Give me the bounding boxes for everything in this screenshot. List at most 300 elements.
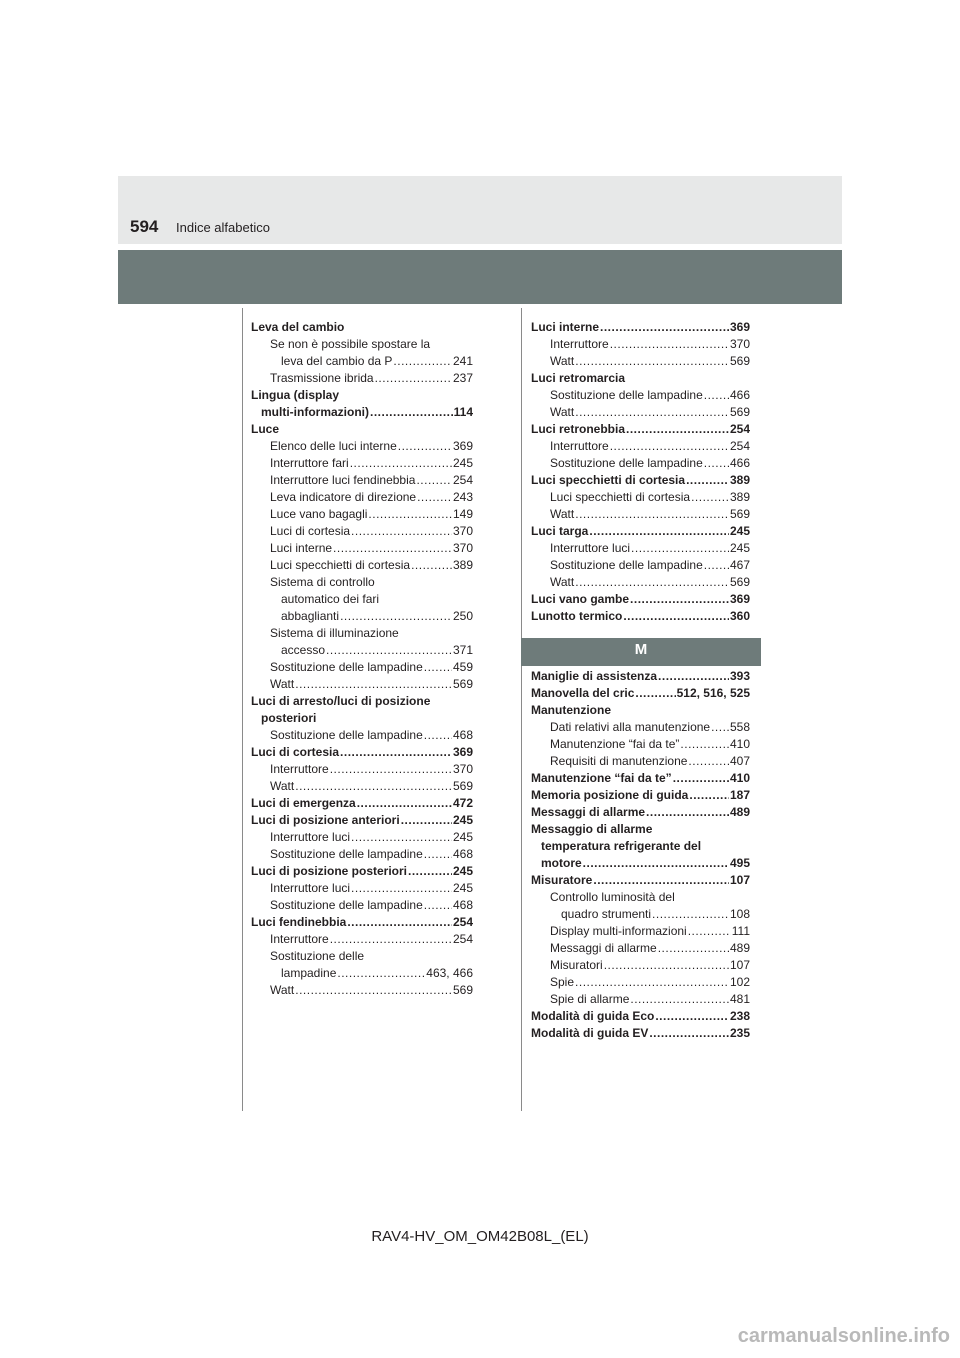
index-entry [531, 319, 750, 336]
dot-leader [351, 880, 452, 897]
index-entry-text: Interruttore fari [270, 456, 349, 470]
index-entry-page: 102 [729, 975, 750, 989]
index-entry-text: Luci specchietti di cortesia [531, 473, 686, 487]
index-entry [251, 846, 473, 863]
index-entry-page: 243 [452, 490, 473, 504]
index-entry-page: 149 [452, 507, 473, 521]
index-entry-page: 489 [729, 805, 750, 819]
dot-leader [610, 336, 729, 353]
dot-leader [350, 455, 452, 472]
index-entry [531, 404, 750, 421]
index-entry-page: 389 [452, 558, 473, 572]
index-entry-page: 107 [729, 873, 750, 887]
index-entry [531, 770, 750, 787]
column-divider-left [242, 308, 243, 1111]
dot-leader [408, 863, 452, 880]
index-entry-text: Se non è possibile spostare la [270, 337, 431, 351]
index-entry-text: Elenco delle luci interne [270, 439, 397, 453]
index-entry-page: 495 [729, 856, 750, 870]
index-entry [251, 370, 473, 387]
index-entry-text: multi-informazioni) [261, 405, 369, 419]
index-entry-text: Memoria posizione di guida [531, 788, 689, 802]
index-entry [531, 787, 750, 804]
index-entry [251, 506, 473, 523]
index-entry [531, 838, 750, 855]
dot-leader [351, 829, 452, 846]
index-column-1 [251, 319, 473, 999]
dot-leader [575, 353, 729, 370]
dot-leader [424, 897, 452, 914]
index-entry-page: 370 [729, 337, 750, 351]
index-entry-text: Maniglie di assistenza [531, 669, 658, 683]
index-entry-text: Messaggi di allarme [550, 941, 657, 955]
dot-leader [686, 472, 729, 489]
index-entry-text: Spie di allarme [550, 992, 630, 1006]
dot-leader [673, 770, 729, 787]
dot-leader [575, 974, 729, 991]
index-entry [251, 421, 473, 438]
index-entry-page: 407 [729, 754, 750, 768]
index-entry [531, 489, 750, 506]
index-entry-text: Manutenzione “fai da te” [550, 737, 680, 751]
index-entry-page: 410 [729, 737, 750, 751]
index-entry-page: 569 [729, 405, 750, 419]
dot-leader [340, 744, 452, 761]
index-entry [531, 557, 750, 574]
index-entry-page: 245 [452, 830, 473, 844]
index-entry [531, 906, 750, 923]
index-entry-text: Luce vano bagagli [270, 507, 368, 521]
index-entry-page: 370 [452, 524, 473, 538]
index-entry-text: Luci specchietti di cortesia [550, 490, 691, 504]
index-entry-text: Interruttore [270, 762, 329, 776]
dot-leader [295, 982, 452, 999]
index-entry-page: 466 [729, 388, 750, 402]
index-entry-page: 369 [452, 745, 473, 759]
index-entry-text: Sostituzione delle lampadine [550, 558, 703, 572]
index-entry [531, 940, 750, 957]
index-entry-text: Dati relativi alla manutenzione [550, 720, 711, 734]
index-entry [531, 574, 750, 591]
index-entry-page: 410 [729, 771, 750, 785]
index-entry-text: Luci di arresto/luci di posizione [251, 694, 431, 708]
index-entry-text: Watt [550, 575, 575, 589]
dot-leader [417, 489, 452, 506]
letter-heading: M [634, 641, 648, 658]
index-entry [531, 387, 750, 404]
dot-leader [411, 557, 452, 574]
index-entry [251, 557, 473, 574]
index-entry [531, 821, 750, 838]
index-entry [531, 472, 750, 489]
index-entry-text: Luci di cortesia [251, 745, 340, 759]
index-entry-text: Luci interne [531, 320, 600, 334]
index-entry-text: Luci targa [531, 524, 589, 538]
dot-leader [583, 855, 729, 872]
page-number: 594 [130, 217, 159, 236]
index-entry [251, 676, 473, 693]
index-entry-text: Watt [550, 405, 575, 419]
index-entry [251, 574, 473, 591]
index-entry [531, 702, 750, 719]
dot-leader [610, 438, 729, 455]
index-entry [531, 753, 750, 770]
index-entry-page: 393 [729, 669, 750, 683]
dot-leader [337, 965, 425, 982]
dot-leader [626, 421, 729, 438]
index-entry [251, 914, 473, 931]
index-entry [251, 897, 473, 914]
index-entry [251, 540, 473, 557]
index-entry [531, 957, 750, 974]
index-entry [531, 1008, 750, 1025]
dot-leader [589, 523, 729, 540]
index-entry-text: Manutenzione [531, 703, 611, 717]
index-entry-page: 108 [729, 907, 750, 921]
index-entry-text: Lingua (display [251, 388, 340, 402]
index-entry-text: Manovella del cric [531, 686, 635, 700]
dot-leader [655, 1008, 729, 1025]
dot-leader [370, 404, 453, 421]
index-entry-page: 489 [729, 941, 750, 955]
index-entry [531, 804, 750, 821]
index-entry-text: Sostituzione delle lampadine [270, 660, 423, 674]
index-entry-text: Sostituzione delle lampadine [550, 456, 703, 470]
index-entry [531, 523, 750, 540]
index-entry-page: 237 [452, 371, 473, 385]
index-entry-page: 459 [452, 660, 473, 674]
index-entry [531, 872, 750, 889]
index-entry [251, 727, 473, 744]
dot-leader [593, 872, 729, 889]
dot-leader [631, 540, 729, 557]
dot-leader [375, 370, 452, 387]
index-entry-page: 241 [452, 354, 473, 368]
index-entry [531, 455, 750, 472]
index-entry [531, 540, 750, 557]
index-entry [251, 642, 473, 659]
dot-leader [658, 940, 729, 957]
index-entry-text: Watt [550, 507, 575, 521]
index-entry-text: Luci specchietti di cortesia [270, 558, 411, 572]
dot-leader [704, 387, 729, 404]
index-entry-page: 114 [453, 405, 473, 419]
index-column-2-top [531, 319, 750, 625]
index-entry-text: Sostituzione delle lampadine [270, 898, 423, 912]
index-entry-page: 558 [729, 720, 750, 734]
index-entry [251, 965, 473, 982]
index-entry [531, 719, 750, 736]
index-entry-page: 466 [729, 456, 750, 470]
dot-leader [688, 923, 731, 940]
index-entry-text: Luci vano gambe [531, 592, 630, 606]
index-entry-page: 254 [729, 422, 750, 436]
index-entry-page: 360 [729, 609, 750, 623]
document-code-footer: RAV4-HV_OM_OM42B08L_(EL) [371, 1228, 589, 1245]
index-entry [251, 829, 473, 846]
index-entry-text: Leva del cambio [251, 320, 345, 334]
dot-leader [688, 753, 729, 770]
index-entry-text: Interruttore [270, 932, 329, 946]
dot-leader [398, 438, 452, 455]
index-entry [251, 608, 473, 625]
dot-leader [340, 608, 452, 625]
index-entry-text: Misuratori [550, 958, 603, 972]
index-entry-text: automatico dei fari [281, 592, 380, 606]
index-entry [251, 353, 473, 370]
index-entry-text: Luce [251, 422, 280, 436]
index-entry [251, 744, 473, 761]
index-entry-page: 370 [452, 762, 473, 776]
dot-leader [295, 778, 452, 795]
index-entry-text: Spie [550, 975, 575, 989]
section-title: Indice alfabetico [176, 220, 270, 235]
index-entry-text: Lunotto termico [531, 609, 623, 623]
index-entry-text: Sostituzione delle [270, 949, 365, 963]
index-entry-text: Watt [270, 677, 295, 691]
index-entry-page: 238 [729, 1009, 750, 1023]
dot-leader [711, 719, 729, 736]
index-entry [531, 591, 750, 608]
header-dark-band [118, 250, 842, 304]
index-entry-text: Modalità di guida Eco [531, 1009, 655, 1023]
index-entry-page: 569 [452, 677, 473, 691]
index-entry-text: abbaglianti [281, 609, 340, 623]
index-entry-page: 187 [729, 788, 750, 802]
index-entry [531, 736, 750, 753]
index-entry-text: Sistema di illuminazione [270, 626, 399, 640]
index-entry [251, 319, 473, 336]
index-entry-text: Luci di cortesia [270, 524, 351, 538]
index-entry [531, 889, 750, 906]
index-entry [251, 659, 473, 676]
index-entry [531, 991, 750, 1008]
index-entry-page: 569 [729, 507, 750, 521]
index-entry-page: 569 [729, 575, 750, 589]
index-entry [251, 336, 473, 353]
index-entry-text: Modalità di guida EV [531, 1026, 649, 1040]
dot-leader [575, 506, 729, 523]
index-entry-text: Watt [270, 983, 295, 997]
index-entry [531, 1025, 750, 1042]
index-entry-text: Interruttore luci fendinebbia [270, 473, 416, 487]
index-entry-page: 569 [729, 354, 750, 368]
index-entry [251, 795, 473, 812]
index-entry-text: quadro strumenti [561, 907, 652, 921]
index-entry-text: Display multi-informazioni [550, 924, 687, 938]
index-entry-text: Watt [550, 354, 575, 368]
index-entry [531, 353, 750, 370]
dot-leader [424, 846, 452, 863]
index-entry [531, 421, 750, 438]
dot-leader [623, 608, 729, 625]
index-entry [251, 778, 473, 795]
index-entry-text: Interruttore luci [550, 541, 631, 555]
index-entry-text: accesso [281, 643, 326, 657]
dot-leader [704, 557, 729, 574]
index-entry [251, 387, 473, 404]
index-entry-page: 369 [452, 439, 473, 453]
index-entry [531, 855, 750, 872]
dot-leader [652, 906, 729, 923]
index-entry [251, 625, 473, 642]
index-entry-page: 468 [452, 898, 473, 912]
index-entry-page: 468 [452, 847, 473, 861]
index-entry-text: Interruttore [550, 337, 609, 351]
dot-leader [630, 991, 729, 1008]
index-entry-text: Luci di posizione anteriori [251, 813, 400, 827]
index-entry [531, 336, 750, 353]
dot-leader [333, 540, 452, 557]
dot-leader [575, 404, 729, 421]
index-entry-text: Luci di emergenza [251, 796, 356, 810]
index-entry [251, 710, 473, 727]
dot-leader [416, 472, 452, 489]
index-entry-text: Messaggi di allarme [531, 805, 646, 819]
index-entry [531, 923, 750, 940]
index-entry-page: 245 [452, 456, 473, 470]
index-entry-text: Sostituzione delle lampadine [270, 728, 423, 742]
index-entry [531, 668, 750, 685]
index-entry-page: 254 [452, 932, 473, 946]
index-entry [251, 982, 473, 999]
index-entry-page: 245 [729, 541, 750, 555]
dot-leader [635, 685, 675, 702]
index-entry-text: Controllo luminosità del [550, 890, 675, 904]
index-entry [531, 608, 750, 625]
index-entry [251, 438, 473, 455]
dot-leader [330, 931, 452, 948]
index-entry-text: Luci interne [270, 541, 333, 555]
index-entry-text: Luci retromarcia [531, 371, 626, 385]
index-entry-page: 111 [731, 924, 750, 938]
index-entry-page: 370 [452, 541, 473, 555]
index-entry [531, 438, 750, 455]
index-entry-page: 245 [452, 813, 473, 827]
dot-leader [295, 676, 452, 693]
index-entry-page: 468 [452, 728, 473, 742]
index-entry-page: 389 [729, 473, 750, 487]
index-entry [251, 880, 473, 897]
index-entry-text: Luci retronebbia [531, 422, 626, 436]
index-entry [251, 404, 473, 421]
index-entry-text: Interruttore luci [270, 881, 351, 895]
index-entry [251, 812, 473, 829]
index-entry-text: Manutenzione “fai da te” [531, 771, 672, 785]
index-entry-text: temperatura refrigerante del [541, 839, 702, 853]
dot-leader [691, 489, 729, 506]
index-entry-page: 481 [729, 992, 750, 1006]
dot-leader [401, 812, 452, 829]
index-entry-page: 472 [452, 796, 473, 810]
index-entry [251, 693, 473, 710]
index-entry-page: 369 [729, 320, 750, 334]
index-entry-text: Luci di posizione posteriori [251, 864, 408, 878]
dot-leader [393, 353, 452, 370]
dot-leader [330, 761, 452, 778]
index-entry-text: Interruttore [550, 439, 609, 453]
index-entry-page: 254 [452, 915, 473, 929]
dot-leader [357, 795, 452, 812]
index-entry-page: 569 [452, 779, 473, 793]
dot-leader [575, 574, 729, 591]
index-entry-text: lampadine [281, 966, 337, 980]
index-entry [531, 506, 750, 523]
index-entry-page: 463, 466 [426, 966, 473, 980]
index-entry-text: Sistema di controllo [270, 575, 375, 589]
index-entry [251, 472, 473, 489]
index-entry-page: 254 [452, 473, 473, 487]
index-entry-text: Interruttore luci [270, 830, 351, 844]
dot-leader [630, 591, 729, 608]
index-entry-text: Misuratore [531, 873, 593, 887]
index-entry [251, 523, 473, 540]
index-entry-text: Sostituzione delle lampadine [270, 847, 423, 861]
dot-leader [326, 642, 452, 659]
index-entry-page: 512, 516, 525 [676, 686, 750, 700]
index-entry-text: posteriori [261, 711, 317, 725]
dot-leader [600, 319, 729, 336]
dot-leader [649, 1025, 729, 1042]
index-entry-page: 369 [729, 592, 750, 606]
index-entry-text: Luci fendinebbia [251, 915, 347, 929]
index-entry-page: 245 [729, 524, 750, 538]
index-entry-page: 235 [729, 1026, 750, 1040]
dot-leader [658, 668, 729, 685]
index-entry-text: motore [541, 856, 582, 870]
watermark-text: carmanualsonline.info [737, 1325, 950, 1347]
dot-leader [689, 787, 729, 804]
dot-leader [604, 957, 729, 974]
index-entry [251, 489, 473, 506]
index-entry-text: leva del cambio da P [281, 354, 393, 368]
index-entry-text: Leva indicatore di direzione [270, 490, 417, 504]
dot-leader [646, 804, 729, 821]
index-entry [251, 948, 473, 965]
index-entry-page: 250 [452, 609, 473, 623]
dot-leader [704, 455, 729, 472]
dot-leader [680, 736, 729, 753]
dot-leader [424, 659, 452, 676]
index-entry [251, 591, 473, 608]
dot-leader [368, 506, 452, 523]
dot-leader [424, 727, 452, 744]
dot-leader [347, 914, 452, 931]
index-entry-page: 245 [452, 881, 473, 895]
index-entry-text: Watt [270, 779, 295, 793]
index-entry [251, 455, 473, 472]
index-entry-page: 245 [452, 864, 473, 878]
column-divider-middle [521, 308, 522, 1111]
dot-leader [351, 523, 452, 540]
index-entry [531, 685, 750, 702]
index-entry-page: 254 [729, 439, 750, 453]
index-entry [251, 863, 473, 880]
index-entry [251, 931, 473, 948]
index-entry [531, 370, 750, 387]
index-entry-page: 371 [452, 643, 473, 657]
index-entry-text: Messaggio di allarme [531, 822, 653, 836]
index-entry-page: 389 [729, 490, 750, 504]
index-entry-text: Requisiti di manutenzione [550, 754, 688, 768]
index-entry-page: 107 [729, 958, 750, 972]
index-entry [531, 974, 750, 991]
index-entry-page: 569 [452, 983, 473, 997]
index-entry-text: Trasmissione ibrida [270, 371, 374, 385]
index-column-2-bottom [531, 668, 750, 1042]
index-entry-page: 467 [729, 558, 750, 572]
index-entry-text: Sostituzione delle lampadine [550, 388, 703, 402]
